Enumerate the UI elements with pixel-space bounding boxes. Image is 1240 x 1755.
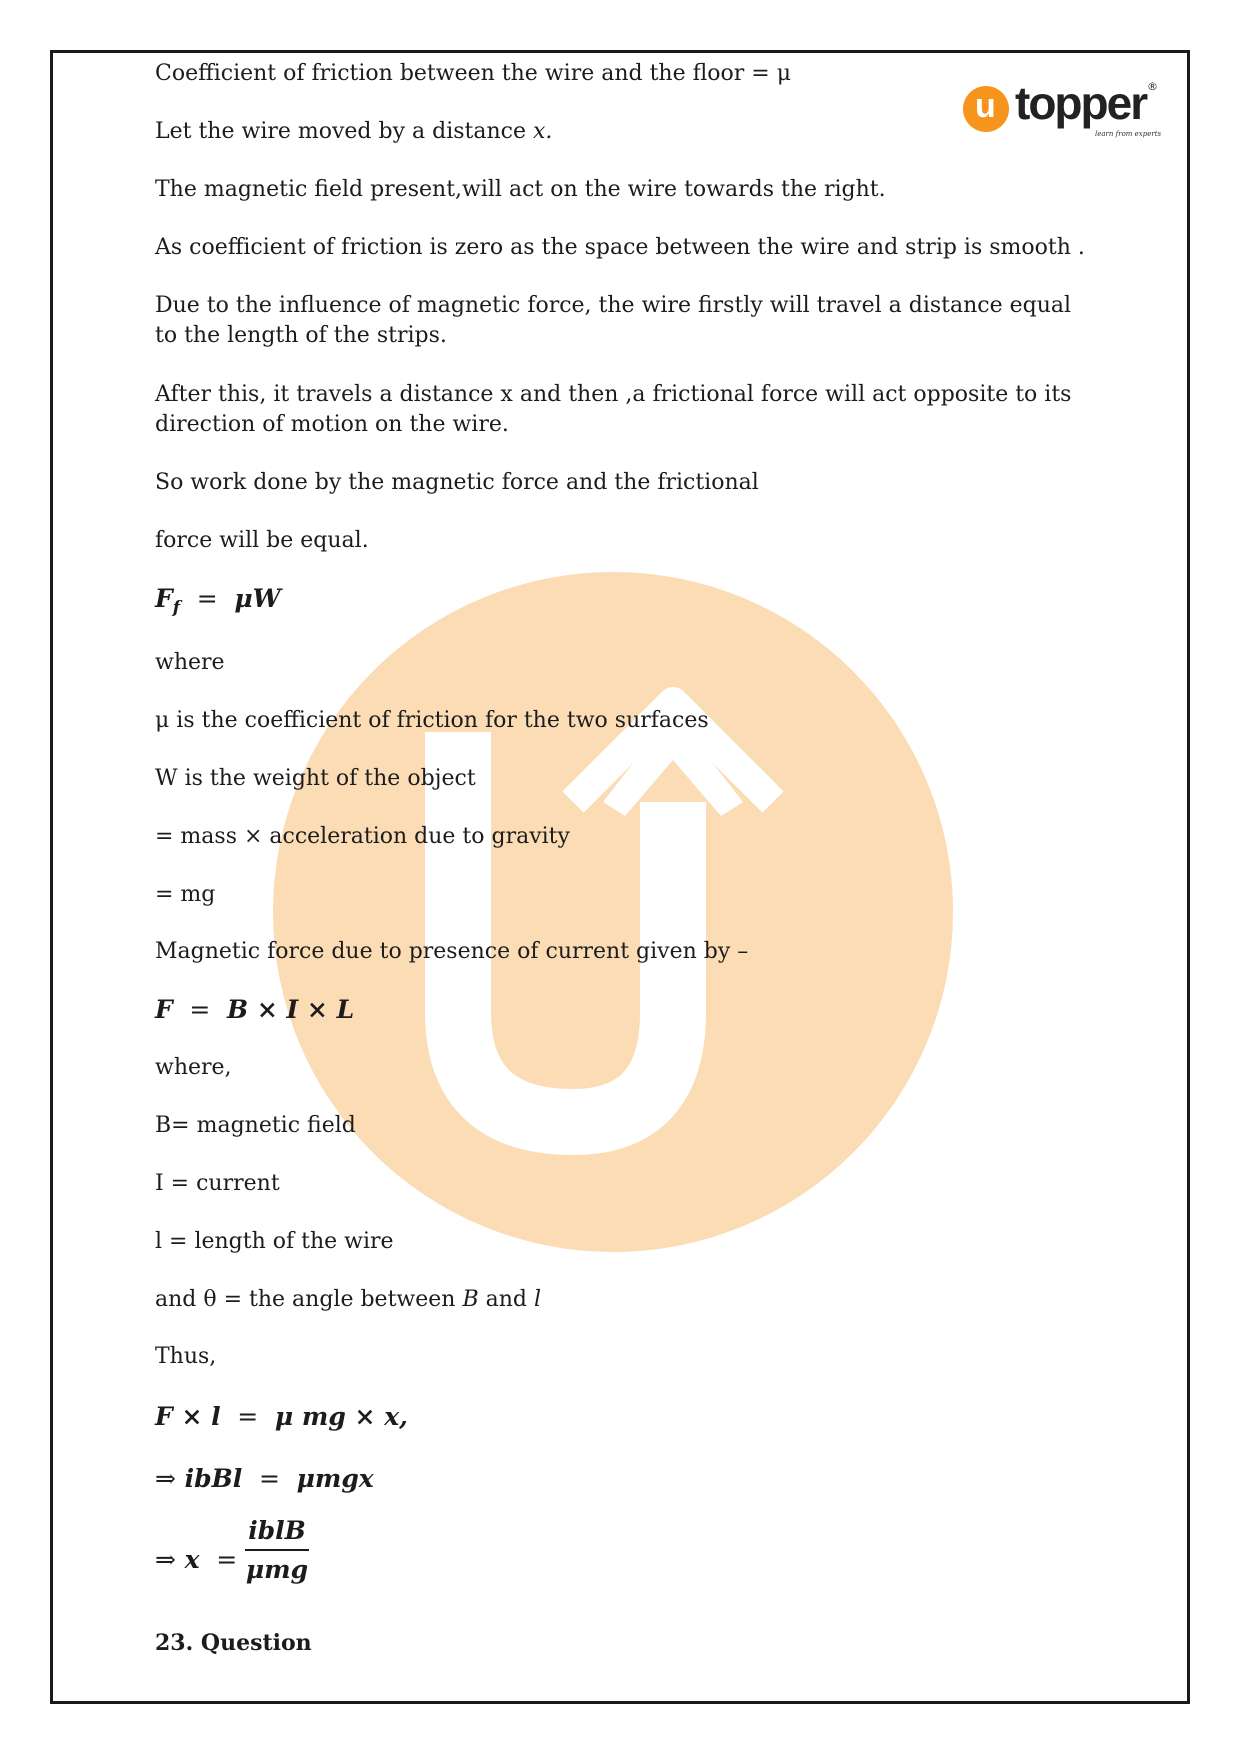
where-label-2: where, (155, 1055, 232, 1080)
distance-line: Let the wire moved by a distance x. (155, 119, 553, 144)
equation-friction-force: $F_f = \mu W$ (155, 584, 281, 618)
logo-registered: ® (1147, 80, 1158, 93)
force-equal-line: force will be equal. (155, 528, 369, 553)
question-heading: 23. Question (155, 1630, 312, 1656)
equation-work-balance: F × l = μ mg × x, (155, 1402, 408, 1431)
magnetic-field-line: The magnetic field present,will act on the wire towards the right. (155, 177, 886, 202)
mass-definition: = mass × acceleration due to gravity (155, 824, 570, 849)
frictional-force-line-1: After this, it travels a distance x and then ,a frictional force will act opposite to its (155, 382, 1072, 407)
fraction-numerator: iblB (248, 1516, 306, 1545)
theta-definition: and θ = the angle between B and l (155, 1287, 542, 1312)
where-label-1: where (155, 650, 225, 675)
fraction-bar (245, 1549, 309, 1551)
work-done-line: So work done by the magnetic force and the frictional (155, 470, 759, 495)
magnetic-influence-line-1: Due to the influence of magnetic force, the wire firstly will travel a distance equal (155, 293, 1072, 318)
friction-coefficient-line: Coefficient of friction between the wire and the floor = μ (155, 61, 792, 86)
i-definition: I = current (155, 1171, 280, 1196)
fraction (245, 1515, 309, 1585)
equation-magnetic-force: F = B × I × L (155, 995, 355, 1024)
mu-definition: μ is the coefficient of friction for the two surfaces (155, 708, 709, 733)
frictional-force-line-2: direction of motion on the wire. (155, 412, 509, 437)
fraction-denominator: μmg (245, 1555, 309, 1584)
thus-label: Thus, (155, 1344, 217, 1369)
logo-wordmark: topper (1015, 77, 1147, 129)
b-definition: B= magnetic field (155, 1113, 356, 1138)
watermark-u-arrow-icon (273, 572, 953, 1252)
logo-mark-icon: u (963, 86, 1009, 132)
mg-definition: = mg (155, 882, 216, 907)
topper-logo (963, 77, 1163, 142)
magnetic-influence-line-2: to the length of the strips. (155, 323, 447, 348)
equation-ibbl: ⇒ ibBl = μmgx (155, 1464, 374, 1493)
magnetic-force-intro: Magnetic force due to presence of current given by – (155, 939, 749, 964)
l-definition: l = length of the wire (155, 1229, 394, 1254)
logo-tagline: learn from experts (1095, 130, 1162, 138)
equation-x-solution: ⇒ x = iblB μmg (155, 1516, 309, 1584)
weight-definition: W is the weight of the object (155, 766, 476, 791)
zero-friction-line: As coefficient of friction is zero as the space between the wire and strip is smooth . (155, 235, 1085, 260)
